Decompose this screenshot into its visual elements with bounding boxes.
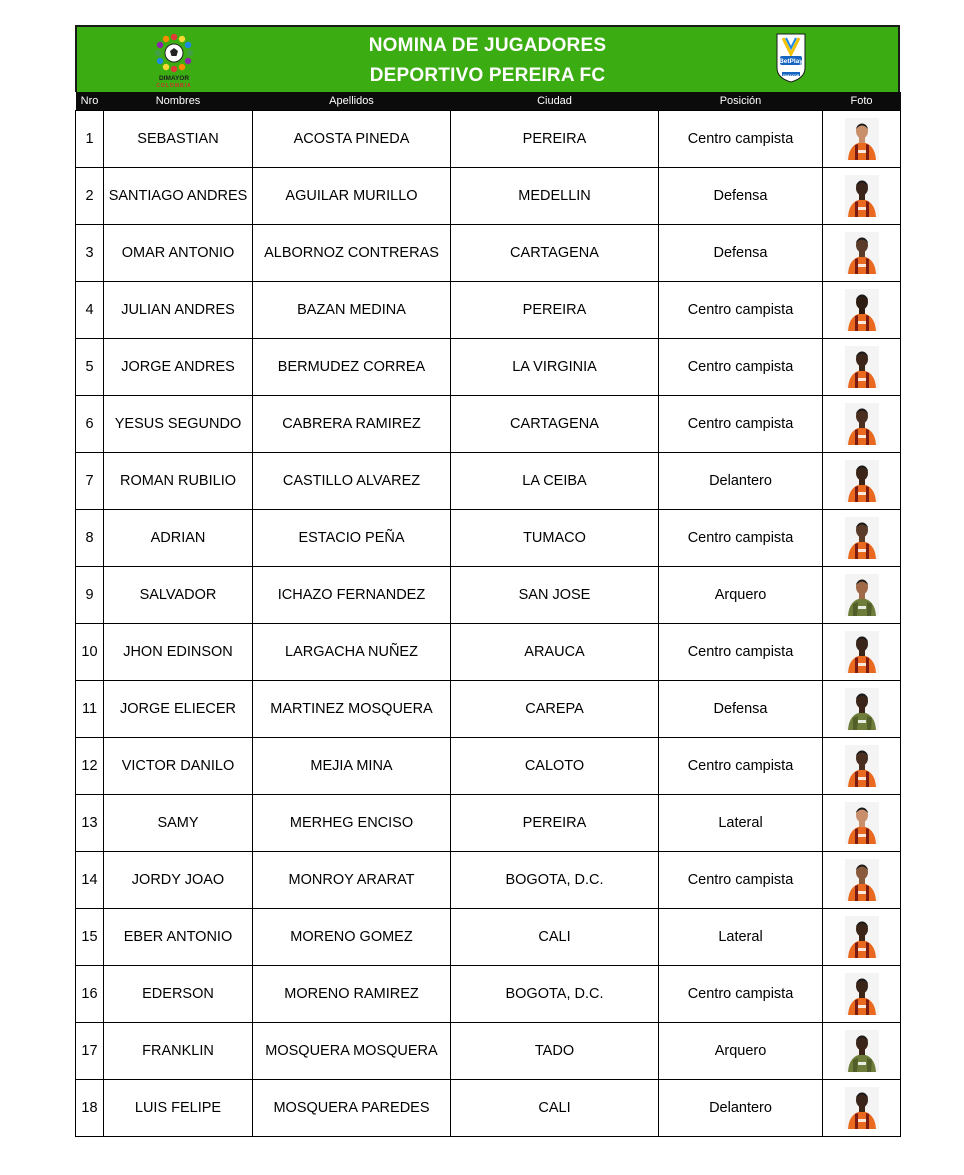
player-photo [845, 688, 879, 730]
apellidos-cell: CABRERA RAMIREZ [253, 396, 451, 453]
apellidos-cell: AGUILAR MURILLO [253, 168, 451, 225]
table-row [76, 624, 901, 681]
ciudad-cell: LA CEIBA [451, 453, 659, 510]
nro-cell: 2 [76, 168, 104, 225]
player-photo [845, 574, 879, 616]
foto-cell [823, 795, 901, 852]
table-row [76, 396, 901, 453]
apellidos-cell: MONROY ARARAT [253, 852, 451, 909]
player-photo [845, 745, 879, 787]
table-row [76, 111, 901, 168]
table-row [76, 795, 901, 852]
apellidos-cell: MEJIA MINA [253, 738, 451, 795]
ciudad-cell: BOGOTA, D.C. [451, 966, 659, 1023]
foto-cell [823, 1023, 901, 1080]
nombres-cell: VICTOR DANILO [104, 738, 253, 795]
column-header-nro: Nro [76, 92, 104, 111]
apellidos-cell: ICHAZO FERNANDEZ [253, 567, 451, 624]
posicion-cell: Centro campista [659, 510, 823, 567]
apellidos-cell: MERHEG ENCISO [253, 795, 451, 852]
foto-cell [823, 453, 901, 510]
table-row [76, 1080, 901, 1137]
nro-cell: 17 [76, 1023, 104, 1080]
player-photo [845, 517, 879, 559]
player-photo [845, 175, 879, 217]
table-row [76, 225, 901, 282]
ciudad-cell: LA VIRGINIA [451, 339, 659, 396]
team-name: DEPORTIVO PEREIRA FC [369, 65, 606, 86]
player-photo [845, 631, 879, 673]
nombres-cell: YESUS SEGUNDO [104, 396, 253, 453]
player-photo [845, 859, 879, 901]
nombres-cell: LUIS FELIPE [104, 1080, 253, 1137]
table-row [76, 738, 901, 795]
nro-cell: 15 [76, 909, 104, 966]
ciudad-cell: PEREIRA [451, 111, 659, 168]
posicion-cell: Delantero [659, 1080, 823, 1137]
nro-cell: 12 [76, 738, 104, 795]
ciudad-cell: PEREIRA [451, 795, 659, 852]
posicion-cell: Arquero [659, 1023, 823, 1080]
player-photo [845, 403, 879, 445]
posicion-cell: Centro campista [659, 339, 823, 396]
nombres-cell: EDERSON [104, 966, 253, 1023]
table-row [76, 681, 901, 738]
dimayor-logo-text: DIMAYOR [158, 75, 190, 82]
foto-cell [823, 966, 901, 1023]
ciudad-cell: CALI [451, 909, 659, 966]
ciudad-cell: TADO [451, 1023, 659, 1080]
nro-cell: 10 [76, 624, 104, 681]
nombres-cell: JHON EDINSON [104, 624, 253, 681]
player-photo [845, 916, 879, 958]
column-header-foto: Foto [823, 92, 901, 111]
ciudad-cell: CALOTO [451, 738, 659, 795]
nombres-cell: SAMY [104, 795, 253, 852]
column-header-apellidos: Apellidos [253, 92, 451, 111]
nro-cell: 6 [76, 396, 104, 453]
apellidos-cell: BERMUDEZ CORREA [253, 339, 451, 396]
nro-cell: 16 [76, 966, 104, 1023]
apellidos-cell: LARGACHA NUÑEZ [253, 624, 451, 681]
apellidos-cell: ESTACIO PEÑA [253, 510, 451, 567]
foto-cell [823, 681, 901, 738]
table-row [76, 282, 901, 339]
foto-cell [823, 339, 901, 396]
ciudad-cell: SAN JOSE [451, 567, 659, 624]
posicion-cell: Centro campista [659, 852, 823, 909]
player-photo [845, 973, 879, 1015]
player-photo [845, 802, 879, 844]
nro-cell: 8 [76, 510, 104, 567]
nro-cell: 1 [76, 111, 104, 168]
table-header-row [76, 92, 901, 111]
posicion-cell: Centro campista [659, 111, 823, 168]
posicion-cell: Centro campista [659, 282, 823, 339]
foto-cell [823, 909, 901, 966]
page-title: NOMINA DE JUGADORES [368, 35, 607, 56]
posicion-cell: Lateral [659, 909, 823, 966]
posicion-cell: Centro campista [659, 624, 823, 681]
apellidos-cell: MOSQUERA PAREDES [253, 1080, 451, 1137]
player-roster-sheet [75, 25, 900, 1137]
apellidos-cell: MOSQUERA MOSQUERA [253, 1023, 451, 1080]
table-row [76, 339, 901, 396]
ciudad-cell: CALI [451, 1080, 659, 1137]
posicion-cell: Delantero [659, 453, 823, 510]
posicion-cell: Defensa [659, 681, 823, 738]
foto-cell [823, 282, 901, 339]
nombres-cell: OMAR ANTONIO [104, 225, 253, 282]
nombres-cell: FRANKLIN [104, 1023, 253, 1080]
betplay-logo-text: BetPlay [779, 58, 803, 65]
posicion-cell: Defensa [659, 168, 823, 225]
nro-cell: 13 [76, 795, 104, 852]
column-header-nombres: Nombres [104, 92, 253, 111]
table-row [76, 510, 901, 567]
foto-cell [823, 624, 901, 681]
posicion-cell: Lateral [659, 795, 823, 852]
posicion-cell: Centro campista [659, 966, 823, 1023]
apellidos-cell: ACOSTA PINEDA [253, 111, 451, 168]
nro-cell: 18 [76, 1080, 104, 1137]
nombres-cell: ADRIAN [104, 510, 253, 567]
apellidos-cell: MORENO GOMEZ [253, 909, 451, 966]
betplay-logo-subtext: DIMAYOR [782, 74, 800, 78]
ciudad-cell: BOGOTA, D.C. [451, 852, 659, 909]
table-row [76, 1023, 901, 1080]
apellidos-cell: BAZAN MEDINA [253, 282, 451, 339]
player-photo [845, 289, 879, 331]
nombres-cell: EBER ANTONIO [104, 909, 253, 966]
table-row [76, 567, 901, 624]
apellidos-cell: MORENO RAMIREZ [253, 966, 451, 1023]
ciudad-cell: TUMACO [451, 510, 659, 567]
foto-cell [823, 396, 901, 453]
posicion-cell: Centro campista [659, 396, 823, 453]
nombres-cell: JORDY JOAO [104, 852, 253, 909]
ciudad-cell: CAREPA [451, 681, 659, 738]
player-photo [845, 1030, 879, 1072]
column-header-posicion: Posición [659, 92, 823, 111]
posicion-cell: Defensa [659, 225, 823, 282]
nro-cell: 14 [76, 852, 104, 909]
ciudad-cell: ARAUCA [451, 624, 659, 681]
player-photo [845, 1087, 879, 1129]
ciudad-cell: CARTAGENA [451, 396, 659, 453]
nro-cell: 9 [76, 567, 104, 624]
foto-cell [823, 567, 901, 624]
foto-cell [823, 168, 901, 225]
table-row [76, 909, 901, 966]
apellidos-cell: CASTILLO ALVAREZ [253, 453, 451, 510]
player-photo [845, 118, 879, 160]
nro-cell: 7 [76, 453, 104, 510]
ciudad-cell: CARTAGENA [451, 225, 659, 282]
foto-cell [823, 225, 901, 282]
foto-cell [823, 510, 901, 567]
nro-cell: 5 [76, 339, 104, 396]
table-row [76, 453, 901, 510]
nro-cell: 3 [76, 225, 104, 282]
posicion-cell: Arquero [659, 567, 823, 624]
dimayor-logo-subtext: COLOMBIA [156, 83, 192, 89]
apellidos-cell: ALBORNOZ CONTRERAS [253, 225, 451, 282]
nro-cell: 4 [76, 282, 104, 339]
player-photo [845, 460, 879, 502]
nombres-cell: JORGE ANDRES [104, 339, 253, 396]
player-photo [845, 232, 879, 274]
title-banner [75, 25, 900, 92]
foto-cell [823, 852, 901, 909]
foto-cell [823, 1080, 901, 1137]
players-table [75, 92, 901, 1137]
nombres-cell: SALVADOR [104, 567, 253, 624]
player-photo [845, 346, 879, 388]
posicion-cell: Centro campista [659, 738, 823, 795]
apellidos-cell: MARTINEZ MOSQUERA [253, 681, 451, 738]
nombres-cell: JULIAN ANDRES [104, 282, 253, 339]
table-row [76, 168, 901, 225]
table-row [76, 852, 901, 909]
ciudad-cell: MEDELLIN [451, 168, 659, 225]
nombres-cell: JORGE ELIECER [104, 681, 253, 738]
column-header-ciudad: Ciudad [451, 92, 659, 111]
nombres-cell: ROMAN RUBILIO [104, 453, 253, 510]
nombres-cell: SEBASTIAN [104, 111, 253, 168]
foto-cell [823, 738, 901, 795]
table-row [76, 966, 901, 1023]
ciudad-cell: PEREIRA [451, 282, 659, 339]
nro-cell: 11 [76, 681, 104, 738]
nombres-cell: SANTIAGO ANDRES [104, 168, 253, 225]
foto-cell [823, 111, 901, 168]
